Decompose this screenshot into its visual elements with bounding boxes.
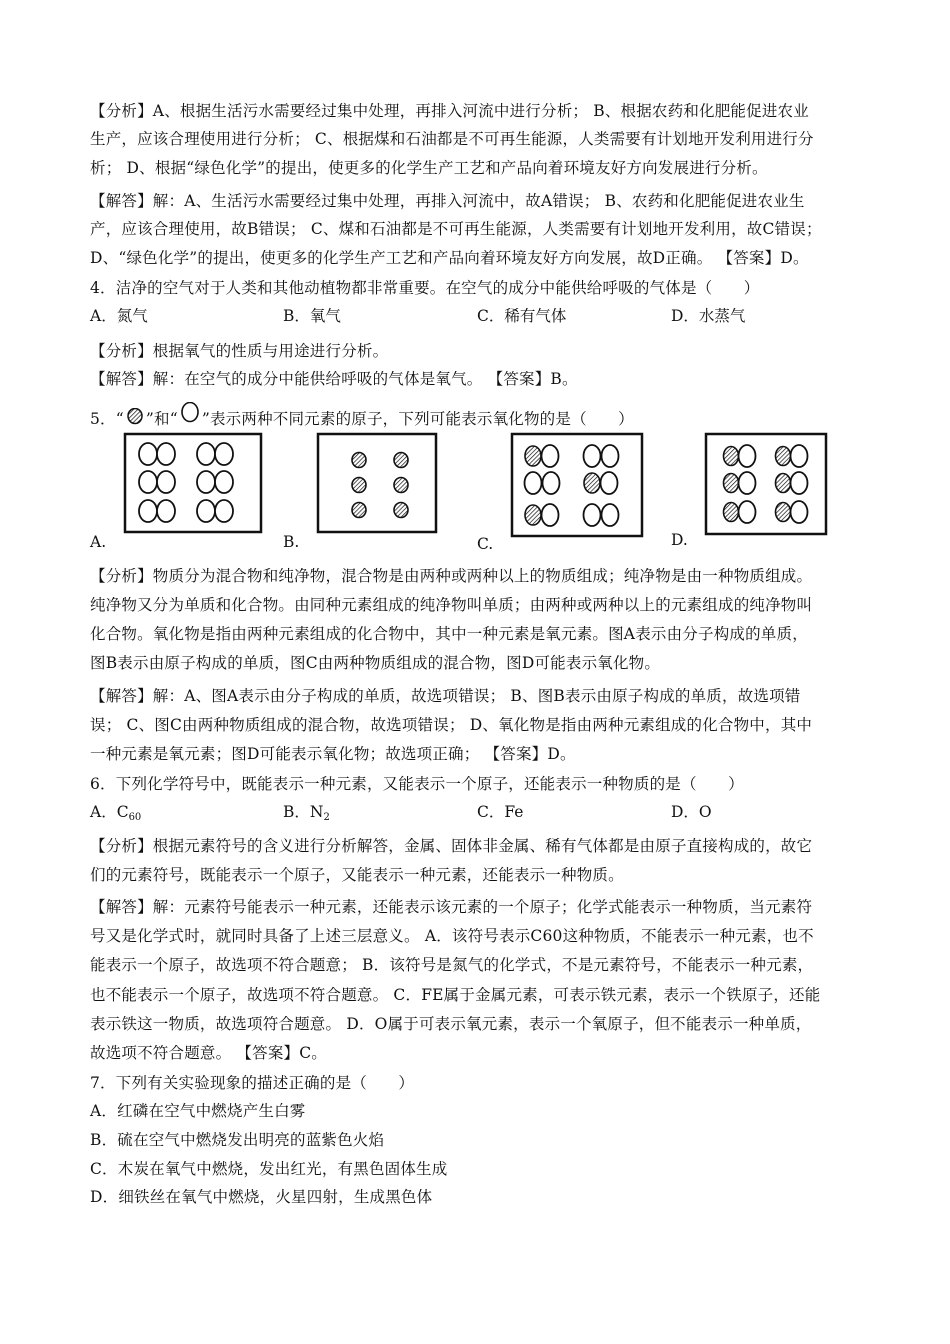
q7-option-b: B．硫在空气中燃烧发出明亮的蓝紫色火焰 <box>90 1131 385 1149</box>
white-atom <box>197 500 215 522</box>
figure-frame <box>318 434 436 532</box>
q6-option-d: D．O <box>671 803 712 821</box>
q3-analysis-line-2: 生产，应该合理使用进行分析； C、根据煤和石油都是不可再生能源，人类需要有计划地开发利用进行分 <box>90 130 814 148</box>
white-atom <box>157 500 175 522</box>
white-atom <box>157 443 175 465</box>
figure-c-label: C. <box>477 535 494 553</box>
q7-option-a: A．红磷在空气中燃烧产生白雾 <box>90 1102 306 1120</box>
q4-option-c: C．稀有气体 <box>477 307 567 325</box>
white-atom <box>197 443 215 465</box>
q6-solution-line-3: 能表示一个原子，故选项不符合题意； B．该符号是氮气的化学式，不是元素符号，不能表示一种元素， <box>90 956 814 974</box>
q6-analysis-line-1: 【分析】根据元素符号的含义进行分析解答，金属、固体非金属、稀有气体都是由原子直接构成的，故它 <box>90 837 813 855</box>
q3-solution-line-3: D、“绿色化学”的提出，使更多的化学生产工艺和产品向着环境友好方向发展，故D正确。 【答案】D。 <box>90 249 809 267</box>
white-atom <box>739 445 756 467</box>
q6-option-b-subscript: 2 <box>323 812 330 823</box>
q6-solution-line-2: 号又是化学式时，就同时具备了上述三层意义。 A．该符号表示C60这种物质，不能表示一种元素，也不 <box>90 927 814 945</box>
q5-question-suffix: ”表示两种不同元素的原子，下列可能表示氧化物的是（ ） <box>201 410 634 428</box>
hatched-atom <box>394 478 408 493</box>
q5-solution-line-1: 【解答】解：A、图A表示由分子构成的单质，故选项错误； B、图B表示由原子构成的单质，故选项错 <box>90 687 801 705</box>
white-atom <box>542 504 559 526</box>
q6-option-a-symbol: A．C <box>90 803 129 821</box>
hatched-atom <box>776 474 791 493</box>
q3-analysis-line-1: 【分析】A、根据生活污水需要经过集中处理，再排入河流中进行分析； B、根据农药和化肥能促进农业 <box>90 102 809 120</box>
q3-analysis-line-3: 析； D、根据“绿色化学”的提出，使更多的化学生产工艺和产品向着环境友好方向发展进行分析。 <box>90 159 768 177</box>
q5-analysis-line-2: 纯净物又分为单质和化合物。由同种元素组成的纯净物叫单质；由两种或两种以上的元素组成的纯净物叫 <box>90 596 813 614</box>
hatched-atom <box>525 446 541 466</box>
figure-d <box>704 432 828 536</box>
q5-solution-line-3: 一种元素是氧元素；图D可能表示氧化物；故选项正确； 【答案】D。 <box>90 745 576 763</box>
figure-b-label: B. <box>283 533 300 551</box>
q6-option-a <box>90 802 141 828</box>
figure-d-label: D. <box>671 531 688 549</box>
white-atom <box>543 472 560 494</box>
white-atom <box>602 445 619 467</box>
white-atom <box>525 472 542 494</box>
q7-option-d: D．细铁丝在氧气中燃烧，火星四射，生成黑色体 <box>90 1188 433 1206</box>
q7-option-c: C．木炭在氧气中燃烧，发出红光，有黑色固体生成 <box>90 1160 448 1178</box>
white-atom-icon <box>180 402 200 429</box>
q6-analysis-line-2: 们的元素符号，既能表示一个原子，又能表示一种元素，还能表示一种物质。 <box>90 866 624 884</box>
white-atom <box>601 472 618 494</box>
q5-analysis-line-4: 图B表示由原子构成的单质，图C由两种物质组成的混合物，图D可能表示氧化物。 <box>90 654 661 672</box>
q5-analysis-line-1: 【分析】物质分为混合物和纯净物，混合物是由两种或两种以上的物质组成；纯净物是由一种物质组成。 <box>90 567 813 585</box>
white-atom <box>791 501 808 523</box>
hatched-atom <box>776 503 791 522</box>
white-atom <box>602 504 619 526</box>
q5-question <box>90 402 634 431</box>
hatched-atom <box>724 447 739 466</box>
white-atom <box>584 445 601 467</box>
q4-analysis: 【分析】根据氧气的性质与用途进行分析。 <box>90 342 389 360</box>
hatched-atom <box>352 453 366 468</box>
figure-a <box>123 432 263 534</box>
hatched-atom <box>525 505 541 525</box>
white-atom <box>157 471 175 493</box>
q6-question: 6．下列化学符号中，既能表示一种元素，又能表示一个原子，还能表示一种物质的是（ ） <box>90 775 744 793</box>
hatched-atom <box>584 473 600 493</box>
hatched-atom <box>394 453 408 468</box>
q5-solution-line-2: 误； C、图C由两种物质组成的混合物，故选项错误； D、氧化物是指由两种元素组成的化合物中，其中 <box>90 716 813 734</box>
hatched-atom <box>724 474 739 493</box>
q4-solution: 【解答】解：在空气的成分中能供给呼吸的气体是氧气。 【答案】B。 <box>90 370 578 388</box>
hatched-atom <box>352 478 366 493</box>
q5-question-prefix: 5．“ <box>90 410 124 428</box>
figure-b <box>316 432 438 534</box>
white-atom <box>791 445 808 467</box>
q3-solution-line-1: 【解答】解：A、生活污水需要经过集中处理，再排入河流中，故A错误； B、农药和化肥能促进农业生 <box>90 192 805 210</box>
q6-option-b-symbol: B．N <box>283 803 324 821</box>
white-atom <box>139 443 157 465</box>
white-atom <box>739 501 756 523</box>
white-atom <box>791 472 808 494</box>
white-atom <box>139 500 157 522</box>
figure-c <box>510 432 644 538</box>
q6-solution-line-4: 也不能表示一个原子，故选项不符合题意。 C．FE属于金属元素，可表示铁元素，表示一个铁原子，还能 <box>90 986 821 1004</box>
white-atom <box>739 472 756 494</box>
hatched-atom-icon <box>126 408 144 431</box>
white-atom <box>139 471 157 493</box>
hatched-atom <box>352 503 366 518</box>
q4-question: 4．洁净的空气对于人类和其他动植物都非常重要。在空气的成分中能供给呼吸的气体是（ ） <box>90 279 760 297</box>
q6-option-a-subscript: 60 <box>128 812 142 823</box>
white-atom <box>197 471 215 493</box>
white-atom <box>215 471 233 493</box>
q3-solution-line-2: 产，应该合理使用，故B错误； C、煤和石油都是不可再生能源，人类需要有计划地开发利用，故C错误； <box>90 220 822 238</box>
hatched-atom <box>394 503 408 518</box>
q6-option-b <box>283 802 330 828</box>
white-atom <box>584 504 601 526</box>
q4-option-b: B．氧气 <box>283 307 341 325</box>
figure-a-label: A. <box>90 533 107 551</box>
white-atom <box>542 445 559 467</box>
q4-option-d: D．水蒸气 <box>671 307 746 325</box>
q5-analysis-line-3: 化合物。氧化物是指由两种元素组成的化合物中，其中一种元素是氧元素。图A表示由分子构成的单质， <box>90 625 808 643</box>
q4-option-a: A．氮气 <box>90 307 148 325</box>
q7-question: 7．下列有关实验现象的描述正确的是（ ） <box>90 1074 415 1092</box>
white-atom <box>215 443 233 465</box>
q6-option-c: C．Fe <box>477 803 524 821</box>
q6-solution-line-1: 【解答】解：元素符号能表示一种元素，还能表示该元素的一个原子；化学式能表示一种物质，当元素符 <box>90 898 813 916</box>
hatched-atom <box>776 447 791 466</box>
white-atom <box>215 500 233 522</box>
hatched-atom <box>724 503 739 522</box>
q6-solution-line-6: 故选项不符合题意。 【答案】C。 <box>90 1044 327 1062</box>
q6-solution-line-5: 表示铁这一物质，故选项符合题意。 D．O属于可表示氧元素，表示一个氧原子，但不能表示一种单质， <box>90 1015 812 1033</box>
q5-question-mid: ”和“ <box>145 410 178 428</box>
